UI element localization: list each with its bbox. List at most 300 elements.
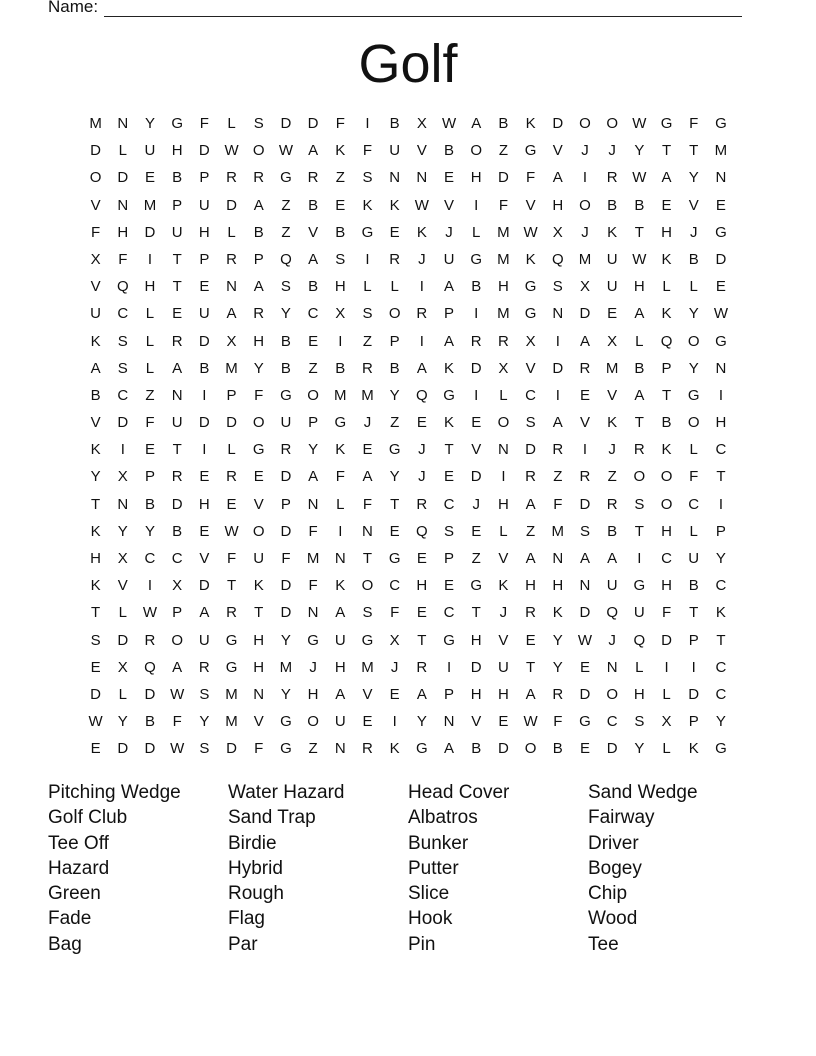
grid-letter: Y xyxy=(552,658,563,676)
grid-letter: N xyxy=(606,658,618,676)
grid-letter: D xyxy=(144,223,156,241)
grid-letter: F xyxy=(145,414,155,432)
grid-letter: H xyxy=(552,196,564,214)
grid-letter: A xyxy=(226,305,237,323)
grid-letter: Y xyxy=(634,740,645,758)
grid-letter: H xyxy=(198,223,210,241)
grid-letter: E xyxy=(607,305,618,323)
grid-letter: V xyxy=(471,713,482,731)
grid-letter: R xyxy=(525,604,537,622)
grid-letter: P xyxy=(172,196,183,214)
grid-letter: O xyxy=(660,468,673,486)
grid-letter: H xyxy=(661,522,672,540)
grid-letter: P xyxy=(144,468,155,486)
grid-letter: T xyxy=(716,468,726,486)
grid-letter: X xyxy=(90,250,101,268)
grid-letter: I xyxy=(691,658,696,676)
grid-letter: I xyxy=(392,713,397,731)
grid-letter: W xyxy=(414,196,429,214)
grid-letter: X xyxy=(226,332,237,350)
grid-letter: L xyxy=(472,223,481,241)
grid-letter: W xyxy=(523,713,538,731)
grid-letter: M xyxy=(89,115,102,132)
grid-letter: G xyxy=(443,631,455,649)
grid-letter: K xyxy=(607,414,618,432)
grid-letter: V xyxy=(607,386,618,404)
grid-letter: B xyxy=(634,196,645,214)
grid-letter: H xyxy=(198,495,210,513)
word-list-item: Tee xyxy=(588,933,619,955)
grid-letter: U xyxy=(280,414,292,432)
grid-letter: L xyxy=(635,658,644,676)
grid-letter: I xyxy=(419,332,424,350)
grid-letter: S xyxy=(253,115,264,132)
word-list-item: Bunker xyxy=(408,832,469,854)
grid-letter: A xyxy=(416,359,427,377)
grid-letter: Q xyxy=(633,631,646,649)
grid-letter: D xyxy=(470,658,482,676)
grid-letter: N xyxy=(117,115,129,132)
word-list-item: Sand Trap xyxy=(228,807,316,829)
grid-letter: I xyxy=(501,468,506,486)
grid-letter: D xyxy=(579,685,591,703)
grid-letter: H xyxy=(307,685,319,703)
grid-letter: J xyxy=(581,142,589,160)
grid-letter: B xyxy=(607,196,618,214)
grid-letter: Q xyxy=(660,332,673,350)
grid-letter: H xyxy=(253,332,265,350)
grid-letter: P xyxy=(444,305,455,323)
grid-letter: O xyxy=(579,115,591,132)
grid-letter: R xyxy=(470,332,482,350)
grid-letter: I xyxy=(637,550,642,567)
grid-letter: P xyxy=(389,332,400,350)
grid-letter: I xyxy=(474,386,479,404)
grid-letter: X xyxy=(389,631,400,649)
grid-letter: J xyxy=(472,495,480,513)
grid-letter: C xyxy=(525,386,537,404)
grid-letter: W xyxy=(577,631,593,649)
grid-letter: O xyxy=(497,414,510,432)
grid-letter: G xyxy=(280,713,292,731)
grid-letter: F xyxy=(226,550,237,567)
grid-letter: W xyxy=(170,685,185,703)
grid-letter: T xyxy=(172,250,182,268)
grid-letter: A xyxy=(579,332,590,350)
word-list-item: Flag xyxy=(228,908,265,930)
grid-letter: T xyxy=(689,604,699,622)
grid-letter: F xyxy=(199,115,209,132)
grid-letter: D xyxy=(579,604,591,622)
grid-letter: I xyxy=(365,115,370,132)
grid-letter: G xyxy=(361,631,374,649)
grid-letter: R xyxy=(280,441,292,459)
grid-letter: I xyxy=(338,332,343,350)
grid-letter: K xyxy=(661,305,672,323)
word-list-item: Rough xyxy=(228,883,284,905)
grid-letter: W xyxy=(142,604,158,622)
grid-letter: D xyxy=(226,740,237,758)
word-list-item: Albatros xyxy=(408,807,478,829)
grid-letter: D xyxy=(90,142,102,160)
grid-letter: N xyxy=(579,577,591,595)
grid-letter: Y xyxy=(144,115,155,132)
grid-letter: G xyxy=(388,550,401,567)
grid-letter: K xyxy=(416,223,427,241)
grid-letter: A xyxy=(634,305,645,323)
grid-letter: S xyxy=(362,169,373,187)
grid-letter: E xyxy=(362,713,373,731)
grid-letter: E xyxy=(172,305,183,323)
grid-letter: B xyxy=(688,250,699,268)
grid-letter: Y xyxy=(308,441,319,459)
grid-letter: R xyxy=(552,441,564,459)
grid-letter: C xyxy=(144,550,156,567)
grid-letter: E xyxy=(308,332,319,350)
grid-letter: V xyxy=(444,196,455,214)
word-list xyxy=(48,780,768,957)
grid-letter: K xyxy=(661,250,672,268)
grid-letter: Q xyxy=(416,522,428,540)
grid-letter: J xyxy=(363,414,372,432)
grid-letter: A xyxy=(416,685,427,703)
grid-letter: B xyxy=(308,278,319,296)
grid-letter: U xyxy=(497,658,509,676)
grid-letter: F xyxy=(254,740,264,758)
grid-letter: H xyxy=(715,414,727,432)
grid-letter: P xyxy=(688,713,699,731)
grid-letter: Q xyxy=(280,250,292,268)
grid-letter: O xyxy=(388,305,401,323)
grid-letter: L xyxy=(689,522,698,540)
grid-letter: P xyxy=(172,604,183,622)
grid-letter: I xyxy=(147,250,153,268)
grid-letter: Z xyxy=(607,468,617,486)
grid-letter: O xyxy=(687,414,700,432)
grid-letter: X xyxy=(607,332,618,350)
grid-letter: L xyxy=(227,115,236,132)
grid-letter: Y xyxy=(117,522,128,540)
grid-letter: E xyxy=(416,414,427,432)
grid-letter: A xyxy=(172,658,183,676)
grid-letter: H xyxy=(117,223,129,241)
grid-letter: B xyxy=(280,332,291,350)
grid-letter: F xyxy=(91,223,101,241)
grid-letter: U xyxy=(253,550,265,567)
grid-letter: O xyxy=(579,196,591,214)
grid-letter: B xyxy=(634,359,645,377)
grid-letter: I xyxy=(718,495,723,513)
grid-letter: V xyxy=(552,142,563,160)
grid-letter: G xyxy=(225,631,238,649)
grid-letter: J xyxy=(689,223,698,241)
grid-letter: O xyxy=(307,713,319,731)
grid-letter: K xyxy=(389,196,400,214)
grid-letter: L xyxy=(227,223,236,241)
word-list-item: Putter xyxy=(408,857,459,879)
grid-letter: L xyxy=(227,441,236,459)
grid-letter: H xyxy=(497,685,509,703)
grid-letter: I xyxy=(338,522,343,540)
grid-letter: D xyxy=(144,685,156,703)
grid-letter: O xyxy=(361,577,374,595)
grid-letter: D xyxy=(280,604,292,622)
grid-letter: L xyxy=(689,441,698,459)
grid-letter: G xyxy=(524,142,537,160)
grid-letter: Q xyxy=(551,250,564,268)
grid-letter: V xyxy=(498,631,509,649)
grid-letter: O xyxy=(252,522,265,540)
grid-letter: A xyxy=(335,685,346,703)
grid-letter: I xyxy=(202,386,207,404)
grid-letter: Z xyxy=(281,196,291,214)
grid-letter: R xyxy=(416,658,428,676)
grid-letter: C xyxy=(715,577,727,595)
grid-letter: C xyxy=(171,550,183,567)
grid-letter: F xyxy=(254,386,264,404)
grid-letter: O xyxy=(524,740,537,758)
grid-letter: G xyxy=(334,414,347,432)
grid-letter: R xyxy=(389,250,401,268)
name-field[interactable] xyxy=(48,0,742,17)
grid-letter: Z xyxy=(390,414,400,432)
grid-letter: W xyxy=(278,142,293,160)
grid-letter: B xyxy=(661,414,672,432)
grid-letter: D xyxy=(497,740,509,758)
grid-letter: K xyxy=(389,740,400,758)
grid-letter: B xyxy=(444,142,455,160)
grid-letter: F xyxy=(498,196,508,214)
grid-letter: A xyxy=(444,740,455,758)
grid-letter: D xyxy=(606,740,618,758)
grid-letter: N xyxy=(253,685,265,703)
grid-letter: V xyxy=(308,223,319,241)
grid-letter: K xyxy=(525,250,536,268)
grid-letter: Q xyxy=(144,658,156,676)
grid-letter: B xyxy=(280,359,291,377)
grid-letter: I xyxy=(555,332,560,350)
grid-letter: U xyxy=(606,577,618,595)
grid-letter: E xyxy=(444,468,455,486)
grid-letter: Q xyxy=(116,278,129,296)
name-underline[interactable] xyxy=(104,2,742,17)
grid-letter: T xyxy=(634,414,644,432)
grid-letter: L xyxy=(145,332,155,350)
grid-letter: T xyxy=(661,386,672,404)
grid-letter: I xyxy=(582,169,588,187)
grid-letter: V xyxy=(525,359,536,377)
grid-letter: A xyxy=(308,142,319,160)
grid-letter: D xyxy=(688,685,700,703)
grid-letter: T xyxy=(716,631,726,649)
grid-letter: M xyxy=(578,250,592,268)
grid-letter: A xyxy=(90,359,101,377)
grid-letter: V xyxy=(688,196,699,214)
grid-letter: L xyxy=(662,685,671,703)
grid-letter: F xyxy=(172,713,182,731)
grid-letter: T xyxy=(362,550,373,567)
grid-letter: W xyxy=(632,169,647,187)
grid-letter: W xyxy=(88,713,103,731)
grid-letter: F xyxy=(281,550,291,567)
grid-letter: Q xyxy=(416,386,428,404)
grid-letter: D xyxy=(198,577,210,595)
grid-letter: K xyxy=(688,740,699,758)
grid-letter: D xyxy=(226,196,237,214)
grid-letter: F xyxy=(308,522,318,540)
grid-letter: S xyxy=(579,522,590,540)
grid-letter: W xyxy=(632,250,647,268)
grid-letter: E xyxy=(335,196,346,214)
grid-letter: L xyxy=(118,685,127,703)
grid-letter: J xyxy=(445,223,453,241)
grid-letter: U xyxy=(198,631,210,649)
grid-letter: H xyxy=(497,495,509,513)
grid-letter: V xyxy=(90,278,101,296)
grid-letter: A xyxy=(444,278,455,296)
grid-letter: M xyxy=(225,359,238,377)
grid-letter: B xyxy=(335,223,346,241)
grid-letter: C xyxy=(389,577,401,595)
grid-letter: R xyxy=(579,359,591,377)
grid-letter: U xyxy=(334,631,346,649)
grid-letter: T xyxy=(226,577,237,595)
grid-letter: G xyxy=(388,441,401,459)
grid-letter: L xyxy=(118,142,127,160)
grid-letter: L xyxy=(662,278,671,296)
grid-letter: Y xyxy=(416,713,427,731)
grid-letter: C xyxy=(443,495,455,513)
grid-letter: L xyxy=(145,359,155,377)
word-list-item: Birdie xyxy=(228,832,277,854)
grid-letter: H xyxy=(633,278,645,296)
grid-letter: U xyxy=(606,278,618,296)
grid-letter: G xyxy=(280,386,292,404)
grid-letter: K xyxy=(90,577,101,595)
grid-letter: W xyxy=(713,305,728,323)
grid-letter: G xyxy=(443,386,455,404)
grid-letter: S xyxy=(335,250,346,268)
grid-letter: I xyxy=(555,386,560,404)
grid-letter: T xyxy=(634,522,644,540)
grid-letter: Z xyxy=(308,740,318,758)
grid-letter: J xyxy=(581,223,589,241)
grid-letter: Y xyxy=(634,142,645,160)
grid-letter: K xyxy=(90,522,101,540)
grid-letter: C xyxy=(606,713,618,731)
grid-letter: C xyxy=(443,604,455,622)
grid-letter: H xyxy=(497,278,509,296)
grid-letter: P xyxy=(253,250,264,268)
grid-letter: E xyxy=(199,522,210,540)
grid-letter: P xyxy=(199,250,210,268)
grid-letter: O xyxy=(252,414,265,432)
grid-letter: N xyxy=(715,169,727,187)
grid-letter: H xyxy=(253,631,265,649)
grid-letter: D xyxy=(117,169,129,187)
grid-letter: F xyxy=(553,713,563,731)
grid-letter: V xyxy=(416,142,427,160)
word-list-item: Head Cover xyxy=(408,782,510,803)
grid-letter: D xyxy=(90,685,102,703)
grid-letter: H xyxy=(144,278,156,296)
grid-letter: L xyxy=(145,305,155,323)
word-list-item: Sand Wedge xyxy=(588,782,698,803)
grid-letter: N xyxy=(226,278,237,296)
grid-letter: Y xyxy=(144,522,155,540)
grid-letter: E xyxy=(416,604,427,622)
word-list-item: Bogey xyxy=(588,857,642,879)
grid-letter: T xyxy=(172,278,182,296)
grid-letter: D xyxy=(280,468,292,486)
word-list-item: Green xyxy=(48,883,101,905)
grid-letter: Z xyxy=(335,169,345,187)
grid-letter: P xyxy=(444,550,455,567)
grid-letter: B xyxy=(144,713,155,731)
grid-letter: G xyxy=(470,250,483,268)
grid-letter: E xyxy=(253,468,264,486)
grid-letter: M xyxy=(551,522,565,540)
grid-letter: D xyxy=(552,359,564,377)
grid-letter: G xyxy=(280,169,292,187)
name-label: Name: xyxy=(48,0,99,16)
grid-letter: C xyxy=(661,550,672,567)
grid-letter: M xyxy=(225,685,238,703)
grid-letter: X xyxy=(117,468,128,486)
grid-letter: R xyxy=(362,740,373,758)
grid-letter: A xyxy=(172,359,183,377)
grid-letter: W xyxy=(523,223,538,241)
grid-letter: N xyxy=(307,604,319,622)
grid-letter: V xyxy=(471,441,482,459)
grid-letter: M xyxy=(497,305,510,323)
grid-letter: P xyxy=(199,169,210,187)
grid-letter: V xyxy=(362,685,373,703)
grid-letter: Y xyxy=(688,305,699,323)
grid-letter: G xyxy=(633,577,646,595)
word-list-item: Bag xyxy=(48,933,82,955)
grid-letter: R xyxy=(226,169,237,187)
grid-letter: E xyxy=(389,223,400,241)
grid-letter: Q xyxy=(606,604,618,622)
grid-letter: J xyxy=(608,631,616,649)
grid-letter: L xyxy=(336,495,345,513)
grid-letter: I xyxy=(365,250,370,268)
word-list-item: Wood xyxy=(588,908,638,930)
grid-letter: D xyxy=(198,142,210,160)
grid-letter: F xyxy=(308,577,318,595)
grid-letter: U xyxy=(688,550,700,567)
grid-letter: C xyxy=(117,386,129,404)
grid-letter: C xyxy=(117,305,129,323)
grid-letter: X xyxy=(117,658,128,676)
grid-letter: N xyxy=(497,441,509,459)
grid-letter: H xyxy=(334,658,346,676)
grid-letter: A xyxy=(308,250,319,268)
grid-letter: T xyxy=(390,495,400,513)
grid-letter: N xyxy=(334,740,346,758)
grid-letter: V xyxy=(199,550,210,567)
grid-letter: R xyxy=(362,359,373,377)
grid-letter: M xyxy=(143,196,157,214)
grid-letter: B xyxy=(471,278,482,296)
grid-letter: E xyxy=(199,468,210,486)
grid-letter: T xyxy=(634,223,644,241)
grid-letter: M xyxy=(361,658,374,676)
grid-letter: S xyxy=(90,631,101,649)
grid-letter: I xyxy=(419,278,424,296)
grid-letter: X xyxy=(579,278,590,296)
